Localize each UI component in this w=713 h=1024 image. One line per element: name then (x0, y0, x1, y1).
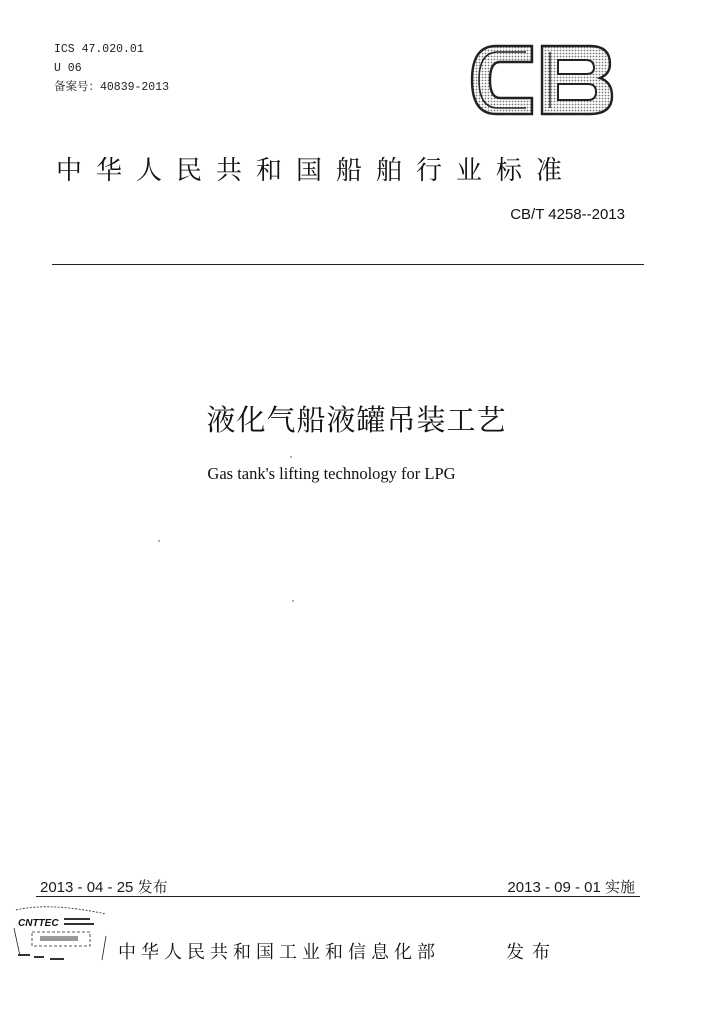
ics-code: ICS 47.020.01 (54, 43, 144, 56)
issuing-authority: 中华人民共和国工业和信息化部 (118, 942, 440, 963)
stamp-mark: CNTTEC (18, 918, 59, 929)
library-stamp (10, 900, 114, 968)
implementation-date: 2013 - 09 - 01 实施 (507, 879, 635, 896)
bottom-divider (36, 896, 640, 897)
document-title-cn: 液化气船液罐吊装工艺 (206, 403, 507, 437)
record-number: 备案号：40839-2013 (54, 81, 170, 94)
document-title-en: Gas tank's lifting technology for LPG (207, 464, 456, 483)
standard-title: 中华人民共和国船舶行业标准 (56, 156, 577, 186)
publish-label: 发布 (506, 942, 558, 963)
standard-code: CB/T 4258--2013 (510, 206, 625, 223)
category-code: U 06 (54, 62, 82, 75)
issue-date: 2013 - 04 - 25 发布 (40, 879, 168, 896)
